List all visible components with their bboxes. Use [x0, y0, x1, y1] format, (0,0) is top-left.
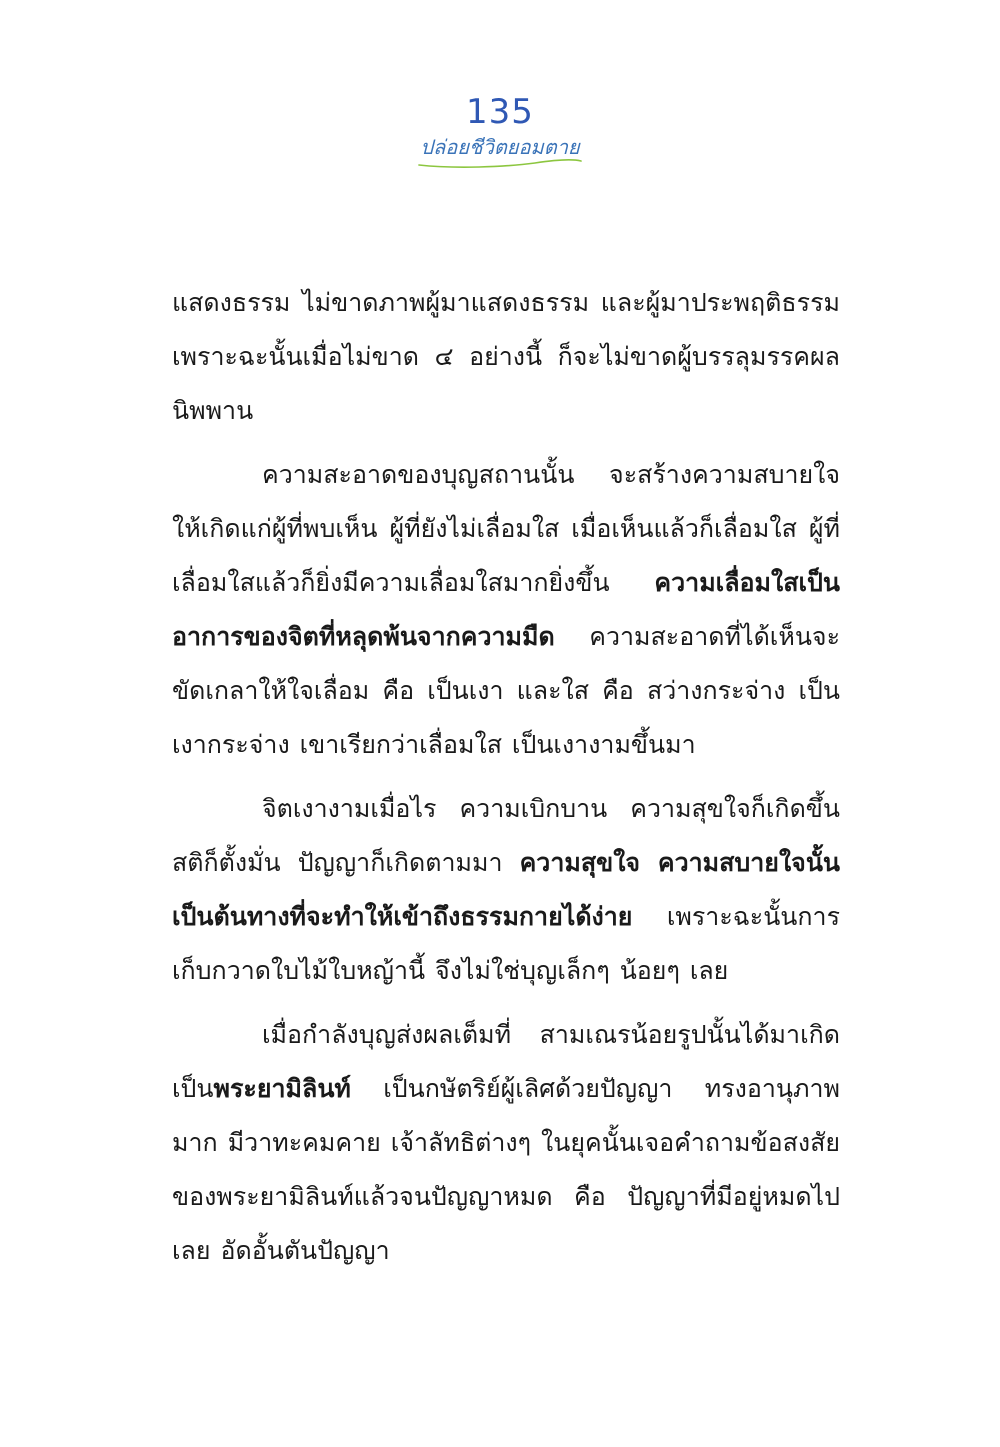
- emphasis-text: ความสุขใจ ความสบายใจนั้นเป็นต้นทางที่จะทำให้เข้าถึงธรรมกายได้ง่าย: [172, 848, 840, 931]
- page-number: 135: [466, 92, 534, 132]
- paragraph: [172, 448, 840, 772]
- text-run: เมื่อกำลังบุญส่งผลเต็มที่ สามเณรน้อยรูปนั้นได้มาเกิดเป็น: [172, 1020, 840, 1103]
- paragraph: [172, 782, 840, 998]
- text-run: แสดงธรรม ไม่ขาดภาพผู้มาแสดงธรรม และผู้มาประพฤติธรรม เพราะฉะนั้นเมื่อไม่ขาด ๔ อย่างนี้ ก็จะไม่ขาดผู้บรรลุมรรคผลนิพพาน: [172, 288, 840, 425]
- text-run: ความสะอาดของบุญสถานนั้น จะสร้างความสบายใจให้เกิดแก่ผู้ที่พบเห็น ผู้ที่ยังไม่เลื่อมใส เมื่อเห็นแล้วก็เลื่อมใส ผู้ที่เลื่อมใสแล้วก็ยิ่งมีความเลื่อมใสมากยิ่งขึ้น: [172, 460, 840, 597]
- paragraph: [172, 1008, 840, 1278]
- paragraph: [172, 276, 840, 438]
- text-run: เป็นกษัตริย์ผู้เลิศด้วยปัญญา ทรงอานุภาพมาก มีวาทะคมคาย เจ้าลัทธิต่างๆ ในยุคนั้นเจอคำถามข้อสงสัยของพระยามิลินท์แล้วจนปัญญาหมด คือ ปัญญาที่มีอยู่หมดไปเลย อัดอั้นตันปัญญา: [172, 1074, 840, 1265]
- emphasis-text: พระยามิลินท์: [213, 1074, 351, 1103]
- emphasis-text: ความเลื่อมใสเป็นอาการของจิตที่หลุดพ้นจากความมืด: [172, 568, 840, 651]
- text-run: ความสะอาดที่ได้เห็นจะขัดเกลาให้ใจเลื่อม คือ เป็นเงา และใส คือ สว่างกระจ่าง เป็นเงากระจ่าง เขาเรียกว่าเลื่อมใส เป็นเงางามขึ้นมา: [172, 622, 840, 759]
- text-run: เพราะฉะนั้นการเก็บกวาดใบไม้ใบหญ้านี้ จึงไม่ใช่บุญเล็กๆ น้อยๆ เลย: [172, 902, 840, 985]
- page-header: [0, 92, 1000, 170]
- body-text: [172, 276, 840, 1288]
- running-title: ปล่อยชีวิตยอมตาย: [420, 135, 580, 159]
- text-run: จิตเงางามเมื่อไร ความเบิกบาน ความสุขใจก็เกิดขึ้น สติก็ตั้งมั่น ปัญญาก็เกิดตามมา: [172, 794, 840, 877]
